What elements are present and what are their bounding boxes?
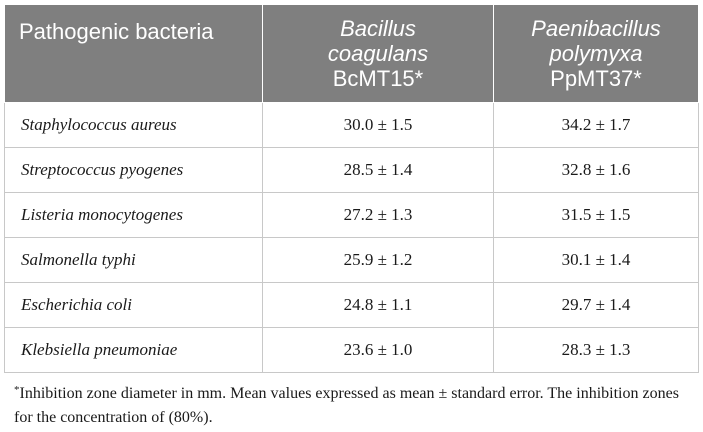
bcmt15-value-cell: 30.0 ± 1.5 <box>263 103 494 148</box>
bacteria-name-cell: Streptococcus pyogenes <box>5 148 263 193</box>
bcmt15-value-cell: 24.8 ± 1.1 <box>263 283 494 328</box>
bcmt15-value-cell: 27.2 ± 1.3 <box>263 193 494 238</box>
bacteria-name-cell: Salmonella typhi <box>5 238 263 283</box>
bcmt15-value-cell: 25.9 ± 1.2 <box>263 238 494 283</box>
bacteria-name-cell: Listeria monocytogenes <box>5 193 263 238</box>
header-paenibacillus-polymyxa <box>494 5 699 103</box>
header-pathogenic-bacteria: Pathogenic bacteria <box>5 5 263 103</box>
table-body <box>5 103 699 373</box>
table-row <box>5 328 699 373</box>
header-paenibacillus-strain: PpMT37* <box>550 66 642 91</box>
inhibition-zone-table <box>4 4 699 373</box>
header-bacillus-species: coagulans <box>327 41 429 66</box>
ppmt37-value-cell: 32.8 ± 1.6 <box>494 148 699 193</box>
ppmt37-value-cell: 29.7 ± 1.4 <box>494 283 699 328</box>
bacteria-name-cell: Escherichia coli <box>5 283 263 328</box>
header-bacillus-coagulans <box>263 5 494 103</box>
bacteria-name-cell: Staphylococcus aureus <box>5 103 263 148</box>
ppmt37-value-cell: 34.2 ± 1.7 <box>494 103 699 148</box>
table-row <box>5 238 699 283</box>
header-bacillus-genus: Bacillus <box>340 16 416 41</box>
bacteria-name-cell: Klebsiella pneumoniae <box>5 328 263 373</box>
bcmt15-value-cell: 28.5 ± 1.4 <box>263 148 494 193</box>
header-paenibacillus-genus: Paenibacillus <box>531 16 661 41</box>
footnote-text: Inhibition zone diameter in mm. Mean values expressed as mean ± standard error. The inhibition zones for the concentration of (80%). <box>14 385 679 426</box>
table-footnote <box>14 378 694 430</box>
header-row <box>5 5 699 103</box>
table-row <box>5 148 699 193</box>
bcmt15-value-cell: 23.6 ± 1.0 <box>263 328 494 373</box>
ppmt37-value-cell: 31.5 ± 1.5 <box>494 193 699 238</box>
footnote-marker: * <box>14 384 20 396</box>
header-bacillus-strain: BcMT15* <box>332 66 424 91</box>
table-row <box>5 283 699 328</box>
header-paenibacillus-species: polymyxa <box>549 41 643 66</box>
ppmt37-value-cell: 28.3 ± 1.3 <box>494 328 699 373</box>
table-header <box>5 5 699 103</box>
table-row <box>5 103 699 148</box>
ppmt37-value-cell: 30.1 ± 1.4 <box>494 238 699 283</box>
table-row <box>5 193 699 238</box>
